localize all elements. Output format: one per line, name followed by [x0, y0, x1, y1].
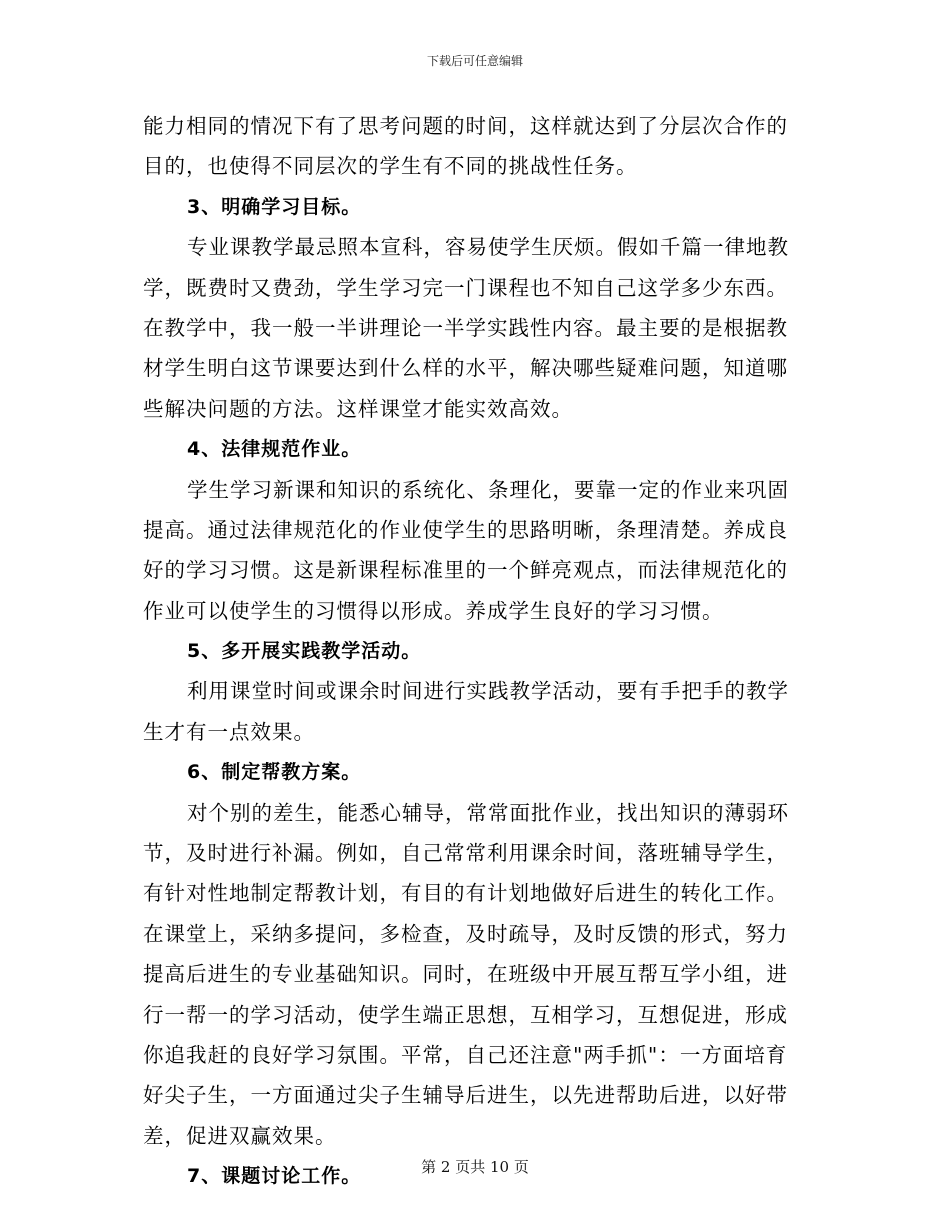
section-heading: 6、制定帮教方案。	[187, 761, 362, 784]
page-footer: 第 2 页共 10 页	[421, 1158, 529, 1176]
text-line: 行一帮一的学习活动，使学生端正思想，互相学习，互想促进，形成	[143, 1002, 788, 1027]
text-line: 你追我赶的良好学习氛围。平常，自己还注意"两手抓"：一方面培育	[143, 1042, 788, 1067]
text-line: 在课堂上，采纳多提问，多检查，及时疏导，及时反馈的形式，努力	[143, 921, 788, 946]
text-line: 有针对性地制定帮教计划，有目的有计划地做好后进生的转化工作。	[143, 881, 788, 906]
paragraph-first-line: 专业课教学最忌照本宣科，容易使学生厌烦。假如千篇一律地教	[187, 235, 789, 260]
text-line: 提高后进生的专业基础知识。同时，在班级中开展互帮互学小组，进	[143, 962, 788, 987]
text-line: 生才有一点效果。	[143, 719, 315, 744]
paragraph-first-line: 利用课堂时间或课余时间进行实践教学活动，要有手把手的教学	[187, 679, 789, 704]
text-line: 差，促进双赢效果。	[143, 1123, 337, 1148]
text-line: 好的学习习惯。这是新课程标准里的一个鲜亮观点，而法律规范化的	[143, 558, 788, 583]
text-line: 能力相同的情况下有了思考问题的时间，这样就达到了分层次合作的	[143, 114, 788, 138]
section-heading: 7、课题讨论工作。	[187, 1165, 362, 1188]
text-line: 节，及时进行补漏。例如，自己常常利用课余时间，落班辅导学生，	[143, 841, 788, 866]
text-line: 学，既费时又费劲，学生学习完一门课程也不知自己这学多少东西。	[143, 275, 788, 300]
text-line: 好尖子生，一方面通过尖子生辅导后进生，以先进帮助后进，以好带	[143, 1083, 788, 1108]
text-line: 目的，也使得不同层次的学生有不同的挑战性任务。	[143, 154, 638, 179]
text-line: 些解决问题的方法。这样课堂才能实效高效。	[143, 396, 573, 421]
text-line: 提高。通过法律规范化的作业使学生的思路明晰，条理清楚。养成良	[143, 517, 788, 542]
section-heading: 3、明确学习目标。	[187, 195, 362, 218]
text-line: 材学生明白这节课要达到什么样的水平，解决哪些疑难问题，知道哪	[143, 356, 788, 381]
paragraph-first-line: 对个别的差生，能悉心辅导，常常面批作业，找出知识的薄弱环	[187, 800, 789, 825]
text-line: 作业可以使学生的习惯得以形成。养成学生良好的学习习惯。	[143, 598, 724, 623]
section-heading: 5、多开展实践教学活动。	[187, 640, 422, 663]
page-header: 下载后可任意编辑	[426, 54, 523, 68]
paragraph-first-line: 学生学习新课和知识的系统化、条理化，要靠一定的作业来巩固	[187, 477, 789, 502]
document-body	[143, 106, 803, 1197]
text-line: 在教学中，我一般一半讲理论一半学实践性内容。最主要的是根据教	[143, 315, 788, 340]
section-heading: 4、法律规范作业。	[187, 438, 362, 461]
